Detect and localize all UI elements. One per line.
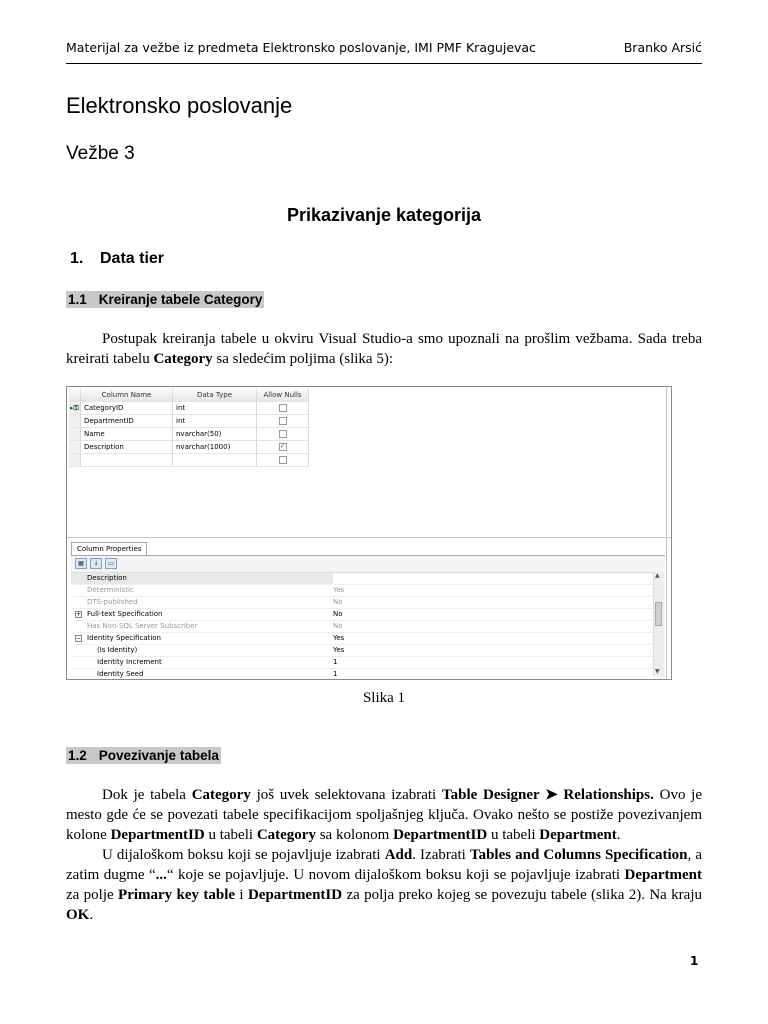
row-selector-header bbox=[69, 389, 81, 402]
table-row[interactable] bbox=[69, 415, 309, 428]
column-grid bbox=[69, 389, 309, 467]
list-item[interactable] bbox=[71, 585, 657, 597]
data-type-header: Data Type bbox=[173, 389, 257, 402]
heading-text: Data tier bbox=[100, 250, 165, 267]
list-item[interactable] bbox=[71, 669, 657, 680]
section-title: Prikazivanje kategorija bbox=[286, 205, 482, 225]
heading-linking-tables bbox=[66, 747, 221, 764]
property-value: Yes bbox=[333, 634, 345, 642]
property-name: DTS-published bbox=[87, 598, 138, 606]
column-properties-pane bbox=[71, 555, 665, 678]
property-value: No bbox=[333, 622, 343, 630]
property-name: Identity Specification bbox=[87, 634, 161, 642]
header-rule bbox=[66, 63, 702, 64]
heading-data-tier bbox=[70, 250, 164, 268]
column-name-header: Column Name bbox=[81, 389, 173, 402]
checkbox-icon[interactable] bbox=[279, 430, 287, 438]
allow-nulls-cell[interactable] bbox=[257, 454, 309, 467]
property-value: 1 bbox=[333, 670, 338, 678]
header-author: Branko Arsić bbox=[623, 40, 702, 55]
page-number: 1 bbox=[690, 954, 699, 968]
list-item[interactable] bbox=[71, 645, 657, 657]
paragraph-intro: Postupak kreiranja tabele u okviru Visual Studio-a smo upoznali na prošlim vežbama. Sada treba kreirati tabelu Category sa sledećim poljima (slika 5): bbox=[66, 331, 702, 367]
column-name-cell[interactable]: Name bbox=[81, 428, 173, 441]
property-name: Full-text Specification bbox=[87, 610, 163, 618]
checked-checkbox-icon[interactable]: ✓ bbox=[279, 442, 286, 450]
property-name: Has Non-SQL Server Subscriber bbox=[87, 622, 198, 630]
allow-nulls-cell[interactable] bbox=[257, 402, 309, 415]
heading-create-table bbox=[66, 291, 264, 308]
window-border bbox=[666, 387, 667, 679]
scroll-down-icon[interactable]: ▼ bbox=[655, 668, 660, 675]
collapse-icon[interactable]: − bbox=[76, 635, 82, 642]
heading-text: Kreiranje tabele Category bbox=[98, 292, 263, 307]
paragraph-relationships: Dok je tabela Category još uvek selektovana izabrati Table Designer ➤ Relationships. Ovo je mesto gde će se povezati tabele specifikacijom spoljašnjeg ključa. Ovako nešto se postiže povezivanjem kolone DepartmentID u tabeli Category sa kolonom DepartmentID u tabeli Department. U dijaloškom boksu koji se pojavljuje izabrati Add. Izabrati Tables and Columns Specification, a zatim dugme “...“ koje se pojavljuje. U novom dijaloškom boksu koji se pojavljuje izabrati Department za polje Primary key table i DepartmentID za polja preko kojeg se povezuju tabele (slika 2). Na kraju OK. bbox=[66, 787, 703, 923]
data-type-cell[interactable]: int bbox=[173, 415, 257, 428]
grid-header-row bbox=[69, 389, 309, 402]
heading-number: 1. bbox=[70, 250, 84, 267]
property-name: Identity Seed bbox=[97, 670, 144, 678]
allow-nulls-cell[interactable] bbox=[257, 441, 309, 454]
list-item[interactable] bbox=[71, 633, 657, 645]
allow-nulls-cell[interactable] bbox=[257, 415, 309, 428]
list-item[interactable] bbox=[71, 621, 657, 633]
column-name-cell[interactable]: Description bbox=[81, 441, 173, 454]
document-subtitle: Vežbe 3 bbox=[66, 143, 135, 164]
data-type-cell[interactable] bbox=[173, 454, 257, 467]
properties-scrollbar[interactable] bbox=[653, 572, 664, 676]
properties-toolbar bbox=[71, 556, 665, 570]
allow-nulls-cell[interactable] bbox=[257, 428, 309, 441]
data-type-cell[interactable]: int bbox=[173, 402, 257, 415]
list-item[interactable] bbox=[71, 573, 657, 585]
primary-key-icon: ▸⚿ bbox=[69, 402, 81, 415]
list-item[interactable] bbox=[71, 597, 657, 609]
property-list bbox=[71, 572, 657, 680]
property-pages-icon[interactable]: ▭ bbox=[105, 558, 117, 569]
checkbox-icon[interactable] bbox=[279, 417, 287, 425]
categorized-icon[interactable]: ▦ bbox=[75, 558, 87, 569]
checkbox-icon[interactable] bbox=[279, 456, 287, 464]
table-row[interactable] bbox=[69, 428, 309, 441]
document-title: Elektronsko poslovanje bbox=[66, 93, 293, 118]
property-name: Identity Increment bbox=[97, 658, 162, 666]
alphabetical-sort-icon[interactable]: ↓ bbox=[90, 558, 102, 569]
list-item[interactable] bbox=[71, 657, 657, 669]
checkbox-icon[interactable] bbox=[279, 404, 287, 412]
heading-number: 1.1 bbox=[68, 292, 87, 307]
property-name: (Is Identity) bbox=[97, 646, 138, 654]
heading-text: Povezivanje tabela bbox=[98, 748, 219, 763]
pane-splitter[interactable] bbox=[67, 537, 671, 538]
property-value: Yes bbox=[333, 586, 345, 594]
figure-caption-1: Slika 1 bbox=[362, 690, 406, 706]
property-value: 1 bbox=[333, 658, 338, 666]
property-name: Description bbox=[71, 573, 333, 584]
data-type-cell[interactable]: nvarchar(1000) bbox=[173, 441, 257, 454]
scroll-up-icon[interactable]: ▲ bbox=[655, 572, 660, 579]
running-header bbox=[66, 40, 702, 55]
column-name-cell[interactable] bbox=[81, 454, 173, 467]
property-value: No bbox=[333, 610, 343, 618]
tab-column-properties[interactable]: Column Properties bbox=[71, 542, 147, 557]
table-designer-screenshot bbox=[66, 386, 672, 680]
data-type-cell[interactable]: nvarchar(50) bbox=[173, 428, 257, 441]
column-name-cell[interactable]: CategoryID bbox=[81, 402, 173, 415]
scroll-thumb[interactable] bbox=[655, 602, 662, 626]
list-item[interactable] bbox=[71, 609, 657, 621]
property-value: Yes bbox=[333, 646, 345, 654]
table-row[interactable] bbox=[69, 441, 309, 454]
table-row[interactable] bbox=[69, 402, 309, 415]
property-name: Deterministic bbox=[87, 586, 134, 594]
column-name-cell[interactable]: DepartmentID bbox=[81, 415, 173, 428]
heading-number: 1.2 bbox=[68, 748, 87, 763]
property-value: No bbox=[333, 598, 343, 606]
table-row[interactable] bbox=[69, 454, 309, 467]
expand-icon[interactable]: + bbox=[76, 611, 82, 618]
header-course: Materijal za vežbe iz predmeta Elektronsko poslovanje, IMI PMF Kragujevac bbox=[66, 40, 536, 55]
allow-nulls-header: Allow Nulls bbox=[257, 389, 309, 402]
